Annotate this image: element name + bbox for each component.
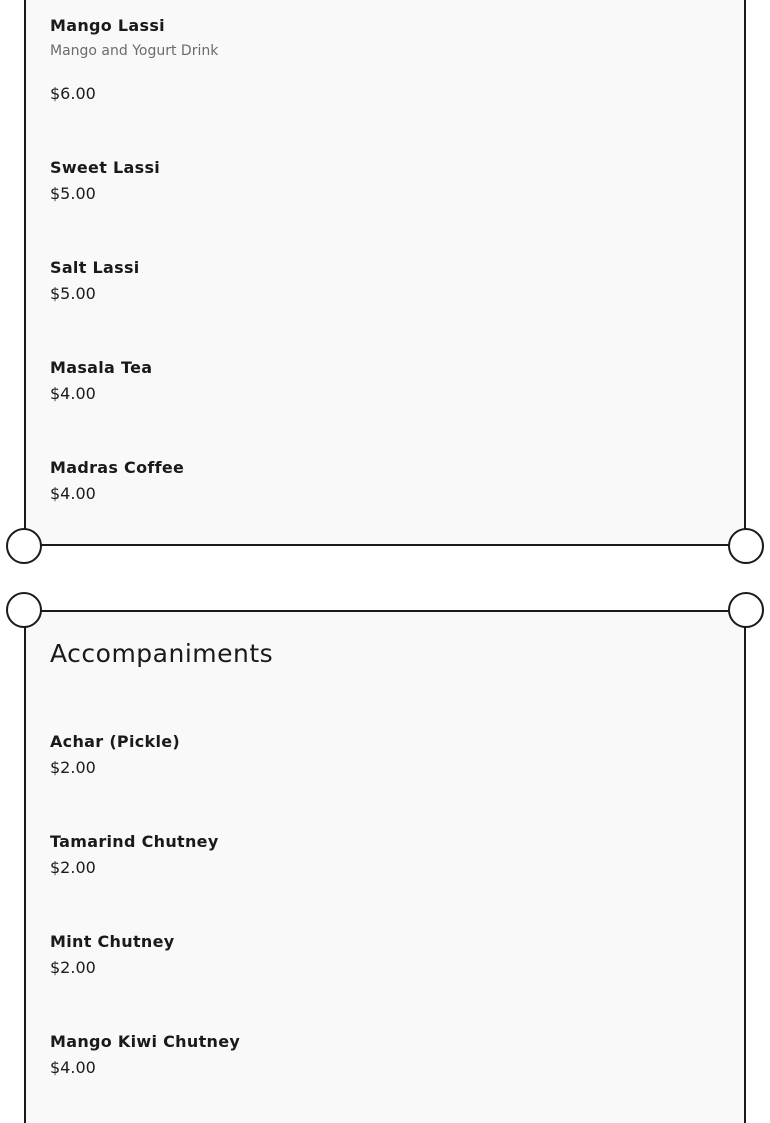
menu-item-mint-chutney [50,932,174,978]
item-price: $2.00 [50,858,96,877]
card-corner-notch [728,592,764,628]
item-price: $5.00 [50,284,96,303]
item-price: $6.00 [50,84,96,103]
item-name: Mango Lassi [50,16,165,35]
menu-item-salt-lassi [50,258,140,304]
item-price: $2.00 [50,958,96,977]
menu-item-madras-coffee [50,458,184,504]
item-name: Mint Chutney [50,932,175,951]
item-name: Madras Coffee [50,458,185,477]
menu-item-tamarind-chutney [50,832,219,878]
item-price: $4.00 [50,484,96,503]
menu-item-mango-kiwi-chutney [50,1032,240,1078]
menu-item-mango-lassi [50,16,218,104]
item-price: $4.00 [50,384,96,403]
menu-item-sweet-lassi [50,158,160,204]
item-name: Achar (Pickle) [50,732,181,751]
card-corner-notch [6,528,42,564]
item-name: Mango Kiwi Chutney [50,1032,241,1051]
item-name: Tamarind Chutney [50,832,219,851]
item-name: Sweet Lassi [50,158,161,177]
accompaniments-section-card [24,610,746,1123]
section-title: Accompaniments [50,639,274,668]
item-description: Mango and Yogurt Drink [50,43,219,59]
card-corner-notch [6,592,42,628]
item-name: Salt Lassi [50,258,140,277]
card-corner-notch [728,528,764,564]
item-price: $2.00 [50,758,96,777]
drinks-section-card [24,0,746,546]
menu-item-achar [50,732,180,778]
menu-item-masala-tea [50,358,152,404]
item-price: $4.00 [50,1058,96,1077]
item-name: Masala Tea [50,358,153,377]
item-price: $5.00 [50,184,96,203]
